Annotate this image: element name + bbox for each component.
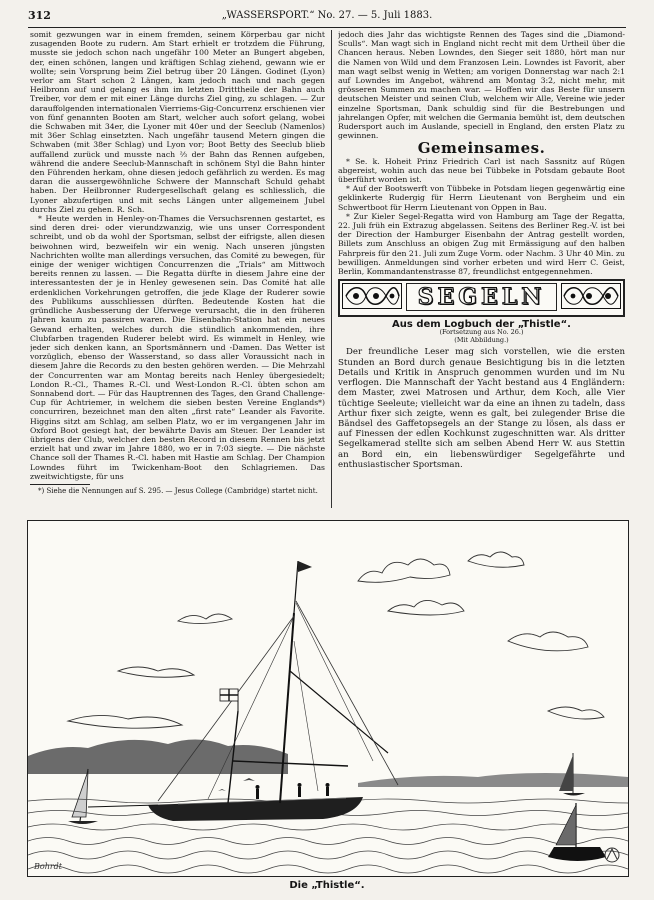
left-paragraph-1: somit gezwungen war in einem fremden, seinem Körperbau gar nicht zusagenden Boote zu rudern. Am Start erhielt er trotzdem die Führung, musste sie jedoch schon nach ungefähr 100 Meter an Bungert abgeben, der, einen schönen, langen und kräftigen Schlag ziehend, gewann wie er wollte; sein Vorsprung beim Ziel betrug über 20 Längen. Godinet (Lyon) verlor am Start schon 2 Längen, kam jedoch nach und nach gegen Heilbronn auf und gelang es ihm im letzten Dritttheile der Bahn auch Treiber, vor dem er mit einer Länge durchs Ziel ging, zu schlagen. — Zur darauffolgenden internationalen Vierriems-Gig-Concurrenz erschienen vier von fünf genannten Booten am Start, welcher auch sofort gelang, wobei die Schwaben mit 34er, die Lyoner mit 40er und der Seeclub (Namenlos) mit 36er Schlag einsetzten. Nach ungefähr tausend Metern gingen die Schwaben (mit 38er Schlag) und Lyon vor; Boot Betty des Seeclub blieb auffallend zurück und musste nach ⅔ der Bahn das Rennen aufgeben, während die andere Seeclub-Mannschaft in schönem Styl die Bahn hinter den Führenden herkam, ohne diesen jedoch gefährlich zu werden. Es mag daran die aussergewöhnliche Schwere der Mannschaft Schuld gehabt haben. Der Heilbronner Rudergesellschaft gelang es schliesslich, die Lyoner abzufertigen und mit sechs Längen unter allgemeinem Jubel durchs Ziel zu gehen. R. Sch. <box>30 30 325 214</box>
left-ornament-icon <box>342 283 402 309</box>
thistle-illustration <box>27 520 629 877</box>
running-title: „WASSERSPORT.“ No. 27. — 5. Juli 1883. <box>221 10 433 21</box>
article-body: Der freundliche Leser mag sich vorstellen, wie die ersten Stunden an Bord durch genaue Besichtigung bis in die letzten Details und Kritik in Anspruch genommen wurden und im Nu verflogen. Die Mannschaft der Yacht bestand aus 4 Engländern: dem Master, zwei Matrosen und Arthur, dem Koch, alle Vier tüchtige Seeleute; vielleicht war da eine an ihnen zu tadeln, dass Arthur fixer sich zeigte, wenn es galt, bei zulegender Brise die Bändsel des Gaffetopsegels an der Stange zu lösen, als dass er auf Finessen der edlen Kochkunst zugeschnitten war. Als dritter Segelkamerad stellte sich am selben Abend Herr W. aus Stettin an Bord ein, ein liebenswürdiger Segelgefährte und enthusiastischer Sportsman. <box>338 347 625 470</box>
illustration-caption: Die „Thistle“. <box>289 880 365 891</box>
thistle-engraving <box>28 521 628 876</box>
header-rule <box>28 27 626 28</box>
right-intro-paragraph: jedoch dies Jahr das wichtigste Rennen des Tages sind die „Diamond-Sculls“. Man wagt sich in England nicht recht mit dem Urtheil über die Chancen heraus. Neben Lowndes, den Sieger seit 1880, hört man nur die Namen von Wild und dem Franzosen Lein. Lowndes ist Favorit, aber man wagt selbst wenig in Wetten; am vorigen Donnerstag war nach 2:1 auf Lowndes im Angebot, während am Montag 3:2, nicht mehr, mit grösseren Summen zu machen war. — Hoffen wir das Beste für unsern deutschen Meister und seinen Club, welchem wir Alle, Vereine wie jeder einzelne Sportsman, Dank schuldig sind für die Bestrebungen und jahrelangen Opfer, mit welchen die Germania bemüht ist, dem deutschen Rudersport auch im Auslande, speciell in England, den ersten Platz zu gewinnen. <box>338 30 625 141</box>
article-title: Aus dem Logbuch der „Thistle“. <box>392 319 571 331</box>
footnote: *) Siehe die Nennungen auf S. 295. — Jesus College (Cambridge) startet nicht. <box>38 486 318 495</box>
section-title-gemeinsames: Gemeinsames. <box>417 139 546 158</box>
article-subtitle-illustration: (Mit Abbildung.) <box>454 335 509 344</box>
note-paragraph-2: * Auf der Bootswerft von Tübbeke in Potsdam liegen gegenwärtig eine geklinkerte Rudergig für Herrn Lieutenant von Bergheim und ein Schwertboot für Herrn Lieutenant von Oppen in Bau. <box>338 184 625 212</box>
column-separator <box>331 30 332 508</box>
artist-signature: Bohrdt <box>34 862 63 871</box>
left-column <box>30 30 325 508</box>
page-header <box>28 9 626 25</box>
page-number: 312 <box>28 9 51 22</box>
segeln-heading: SEGELN <box>406 283 557 311</box>
note-paragraph-1: * Se. k. Hoheit Prinz Friedrich Carl ist nach Sassnitz auf Rügen abgereist, wohin auch das neue bei Tübbeke in Potsdam gebaute Boot überführt worden ist. <box>338 156 625 185</box>
right-column <box>338 30 625 510</box>
left-paragraph-2: * Heute werden in Henley-on-Thames die Versuchsrennen gestartet, es sind deren drei- oder vierundzwanzig, wie uns unser Correspondent schreibt, und ob da wohl der Sportsman, selbst der eifrigste, allen diesen beiwohnen wird, bezweifeln wir ein wenig. Nach unseren jüngsten Nachrichten wollte man allerdings versuchen, das Comité zu bewegen, für einige der weniger wichtigen Concurrenzen die „Trials“ am Mittwoch bereits rennen zu lassen. — Die Regatta dürfte in diesem Jahre eine der interessantesten der je in Henley gewesenen sein. Das Comité hat alle erdenklichen Vorkehrungen getroffen, die jede Klage der Ruderer sowie des Publikums ausschliessen dürften. Bedeutende Kosten hat die gründliche Ausbesserung der Uferwege verursacht, die in den früheren Jahren kaum zu passiren waren. Die Eisenbahn-Station hat ein neues Gewand erhalten, welches durch die stündlich ankommenden, ihre Clubfarben tragenden Ruderer belebt wird. Es wimmelt in Henley, wie jeder sich denken kann, an Sportsmännern und -Damen. Das Wetter ist vorzüglich, ebenso der Wasserstand, so dass aller Voraussicht nach in diesem Jahre die Records zu den besten gehören werden. — Die Mehrzahl der Concurrenten war am Montag bereits nach Henley übergesiedelt; London R.-Cl., Thames R.-Cl. und West-London R.-Cl. übten schon am Sonnabend dort. — Für das Hauptrennen des Tages, den Grand Challenge-Cup für Achtriemer, in welchem die sieben besten Vereine Englands*) concurriren, bezeichnet man den alten „first rate“ Leander als Favorite. Higgins sitzt am Schlag, am selben Platz, wo er im vergangenen Jahr im Oxford Boot gesiegt hat, der bewährte Davis am Steuer. Der Leander ist übrigens der Club, welcher den besten Record in diesem Rennen bis jetzt erzielt hat und zwar im Jahre 1880, wo er in 7:03 siegte. — Die nächste Chance soll der Thames R.-Cl. haben mit Hastie am Schlag. Der Champion Lowndes führt im Twickenham-Boot den Schlagriemen. Das zweitwichtigste, für uns <box>30 214 325 481</box>
footnote-rule <box>30 484 90 485</box>
right-ornament-icon <box>561 283 621 309</box>
segeln-banner <box>338 279 625 317</box>
article-subtitle-continuation: (Fortsetzung aus No. 26.) <box>439 328 524 337</box>
note-paragraph-3: * Zur Kieler Segel-Regatta wird von Hamburg am Tage der Regatta, 22. Juli früh ein Extrazug abgelassen. Seitens des Berliner Reg.-V. ist bei der Direction der Hamburger Eisenbahn der Antrag gestellt worden, Billets zum Anschluss an obigen Zug mit Ermässigung auf den halben Fahrpreis für den 21. Juli zum Zuge Vorm. oder Nachm. 3 Uhr 40 Min. zu bewilligen. Anmeldungen sind vorher erbeten und wird Herr C. Geist, Berlin, Kommandantenstrasse 87, freundlichst entgegennehmen. <box>338 211 625 277</box>
